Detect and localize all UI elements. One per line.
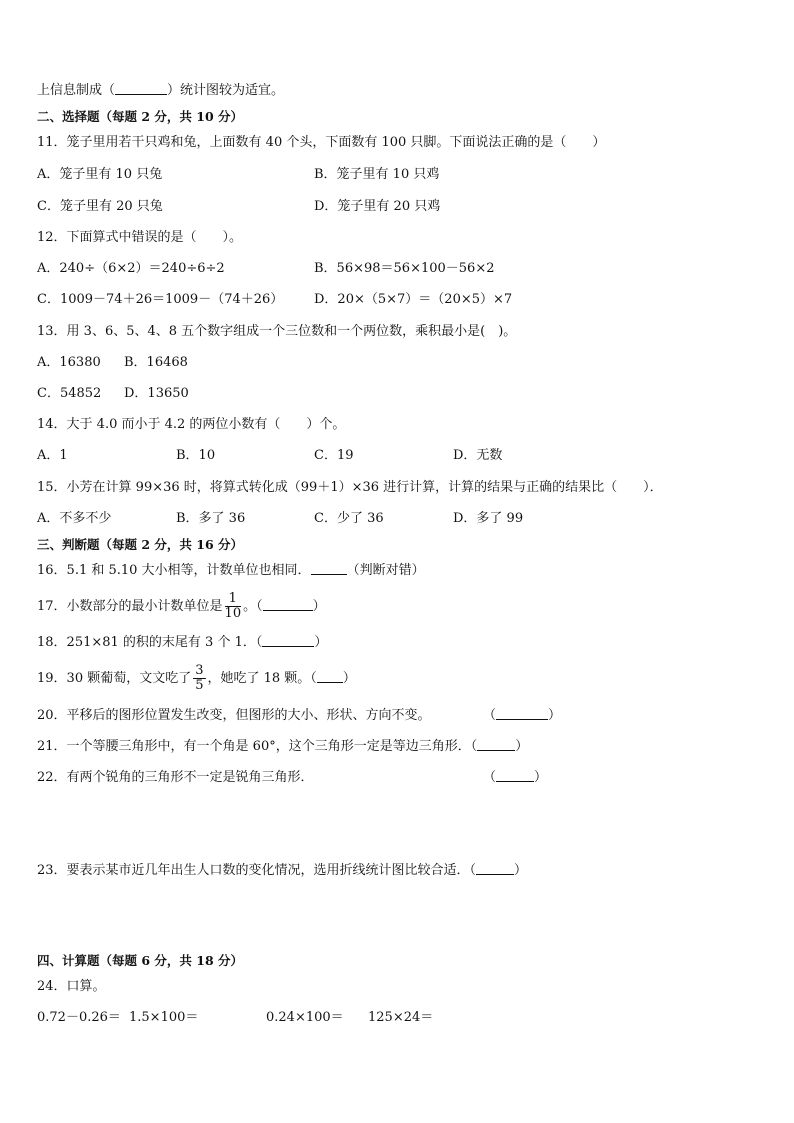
q14-option-d[interactable]: D．无数 xyxy=(453,448,503,463)
question-22-answer xyxy=(483,769,547,787)
q22-paren-open: （ xyxy=(483,770,497,785)
q11-option-d[interactable]: D．笼子里有 20 只鸡 xyxy=(314,199,441,214)
q19-text-post: ，她吃了 18 颗。（ xyxy=(207,671,317,686)
question-18 xyxy=(37,634,327,652)
question-20-answer xyxy=(483,707,561,725)
q10-text-pre: 上信息制成（ xyxy=(37,83,116,98)
q19-text: 19．30 颗葡萄，文文吃了 xyxy=(37,671,192,686)
fraction-three-fifths xyxy=(193,664,205,693)
q13-option-b[interactable]: B．16468 xyxy=(124,355,188,370)
question-17 xyxy=(37,592,326,621)
q17-paren-close: ） xyxy=(312,599,326,614)
q12-option-a[interactable]: A．240÷（6×2）＝240÷6÷2 xyxy=(37,261,225,276)
q21-paren-close: ） xyxy=(515,739,529,754)
question-21 xyxy=(37,738,528,756)
section-header-choice: 二、选择题（每题 2 分，共 10 分） xyxy=(37,109,244,124)
question-13-stem: 13．用 3、6、5、4、8 五个数字组成一个三位数和一个两位数，乘积最小是( )。 xyxy=(37,324,517,339)
q22-paren-close: ） xyxy=(534,770,548,785)
q19-paren-close: ） xyxy=(342,671,356,686)
answer-blank[interactable] xyxy=(476,862,514,875)
q11-option-c[interactable]: C．笼子里有 20 只兔 xyxy=(37,199,163,214)
fraction-numerator: 1 xyxy=(225,592,242,607)
fraction-numerator: 3 xyxy=(195,663,204,678)
question-14-stem: 14．大于 4.0 而小于 4.2 的两位小数有（ ）个。 xyxy=(37,417,346,432)
answer-blank[interactable] xyxy=(115,82,167,95)
q12-option-c[interactable]: C．1009－74＋26＝1009－（74＋26） xyxy=(37,292,284,307)
q15-option-c[interactable]: C．少了 36 xyxy=(314,511,384,526)
question-24-stem: 24．口算。 xyxy=(37,979,106,994)
q18-paren-close: ） xyxy=(314,635,328,650)
q15-option-b[interactable]: B．多了 36 xyxy=(176,511,246,526)
q20-paren-close: ） xyxy=(548,708,562,723)
q14-option-c[interactable]: C．19 xyxy=(314,448,354,463)
q16-text: 16．5.1 和 5.10 大小相等，计数单位也相同． xyxy=(37,563,311,578)
answer-blank[interactable] xyxy=(317,670,343,683)
question-15-stem: 15．小芳在计算 99×36 时，将算式转化成（99＋1）×36 进行计算，计算的结果与正确的结果比（ ）． xyxy=(37,480,663,495)
section-header-judgement: 三、判断题（每题 2 分，共 16 分） xyxy=(37,537,244,552)
q21-text: 21．一个等腰三角形中，有一个角是 60°，这个三角形一定是等边三角形．（ xyxy=(37,739,478,754)
question-11-stem: 11．笼子里用若干只鸡和兔，上面数有 40 个头，下面数有 100 只脚。下面说法正确的是（ ） xyxy=(37,135,606,150)
q13-option-d[interactable]: D．13650 xyxy=(124,386,189,401)
fraction-one-tenth xyxy=(225,592,242,621)
question-22-text: 22．有两个锐角的三角形不一定是锐角三角形． xyxy=(37,770,314,785)
q17-text: 17．小数部分的最小计数单位是 xyxy=(37,599,223,614)
q15-option-d[interactable]: D．多了 99 xyxy=(453,511,524,526)
section-header-calculation: 四、计算题（每题 6 分，共 18 分） xyxy=(37,953,244,968)
q16-suffix: （判断对错） xyxy=(346,563,425,578)
question-23 xyxy=(37,862,527,880)
q14-option-b[interactable]: B．10 xyxy=(176,448,216,463)
q20-paren-open: （ xyxy=(483,708,497,723)
mental-math-item: 0.72－0.26＝ xyxy=(37,1010,121,1025)
q12-option-b[interactable]: B．56×98＝56×100－56×2 xyxy=(314,261,495,276)
q11-option-b[interactable]: B．笼子里有 10 只鸡 xyxy=(314,167,440,182)
q13-option-a[interactable]: A．16380 xyxy=(37,355,101,370)
mental-math-item: 125×24＝ xyxy=(368,1010,434,1025)
q15-option-a[interactable]: A．不多不少 xyxy=(37,511,112,526)
q12-option-d[interactable]: D．20×（5×7）＝（20×5）×7 xyxy=(314,292,513,307)
fraction-denominator: 5 xyxy=(195,678,204,693)
q23-paren-close: ） xyxy=(514,863,528,878)
q14-option-a[interactable]: A．1 xyxy=(37,448,68,463)
question-12-stem: 12．下面算式中错误的是（ ）。 xyxy=(37,230,243,245)
answer-blank[interactable] xyxy=(262,634,314,647)
answer-blank[interactable] xyxy=(496,769,534,782)
answer-blank[interactable] xyxy=(263,598,313,611)
q18-text: 18．251×81 的积的末尾有 3 个 1．（ xyxy=(37,635,263,650)
question-10-tail xyxy=(37,82,284,100)
question-19 xyxy=(37,664,356,693)
q13-option-c[interactable]: C．54852 xyxy=(37,386,102,401)
answer-blank[interactable] xyxy=(477,738,515,751)
question-16 xyxy=(37,562,425,580)
q17-paren-open: 。（ xyxy=(243,599,263,614)
mental-math-item: 0.24×100＝ xyxy=(266,1010,344,1025)
question-20-text: 20．平移后的图形位置发生改变，但图形的大小、形状、方向不变。 xyxy=(37,708,431,723)
q10-text-post: ）统计图较为适宜。 xyxy=(167,83,285,98)
answer-blank[interactable] xyxy=(496,707,548,720)
q11-option-a[interactable]: A．笼子里有 10 只兔 xyxy=(37,167,163,182)
mental-math-item: 1.5×100＝ xyxy=(129,1010,199,1025)
q23-text: 23．要表示某市近几年出生人口数的变化情况，选用折线统计图比较合适．（ xyxy=(37,863,477,878)
fraction-denominator: 10 xyxy=(224,606,242,621)
answer-blank[interactable] xyxy=(311,562,347,575)
